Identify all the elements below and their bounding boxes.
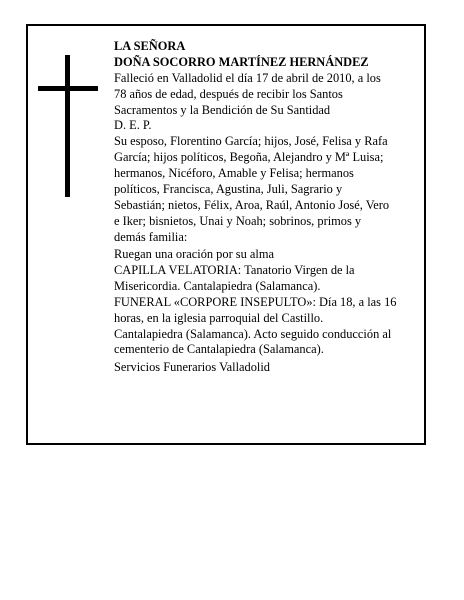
family-line: demás familia: (114, 229, 188, 244)
notice-heading: LA SEÑORA (114, 39, 186, 53)
family-line: Su esposo, Florentino García; hijos, José, Felisa y Rafa (114, 134, 388, 149)
deceased-name: DOÑA SOCORRO MARTÍNEZ HERNÁNDEZ (114, 54, 369, 69)
family-line: políticos, Francisca, Agustina, Juli, Sagrario y (114, 182, 343, 197)
funeral-line: Cantalapiedra (Salamanca). Acto seguido conducción al (114, 326, 392, 341)
funeral-services: Servicios Funerarios Valladolid (114, 359, 271, 374)
cross-vertical-bar (65, 55, 70, 197)
cross-horizontal-bar (38, 86, 98, 91)
family-line: Sebastián; nietos, Félix, Aroa, Raúl, Antonio José, Vero (114, 197, 390, 212)
notice-text (114, 39, 432, 376)
funeral-line: cementerio de Cantalapiedra (Salamanca). (114, 342, 324, 357)
prayer-request: Ruegan una oración por su alma (114, 247, 274, 262)
chapel-line: Misericordia. Cantalapiedra (Salamanca). (114, 278, 321, 293)
death-line: Sacramentos y la Bendición de Su Santidad (114, 102, 331, 117)
obituary-notice (26, 24, 426, 445)
death-line: Falleció en Valladolid el día 17 de abril de 2010, a los (114, 70, 381, 85)
family-line: e Iker; bisnietos, Unai y Noah; sobrinos, primos y (114, 213, 362, 228)
dep-text: D. E. P. (114, 118, 152, 133)
chapel-line: CAPILLA VELATORIA: Tanatorio Virgen de la (114, 262, 355, 277)
family-line: hermanos, Nicéforo, Amable y Felisa; hermanos (114, 166, 354, 181)
cross-icon (38, 55, 98, 197)
funeral-line: FUNERAL «CORPORE INSEPULTO»: Día 18, a las 16 (114, 294, 397, 309)
funeral-line: horas, en la iglesia parroquial del Castillo. (114, 310, 324, 325)
family-line: García; hijos políticos, Begoña, Alejandro y Mª Luisa; (114, 150, 384, 165)
death-line: 78 años de edad, después de recibir los Santos (114, 86, 343, 101)
